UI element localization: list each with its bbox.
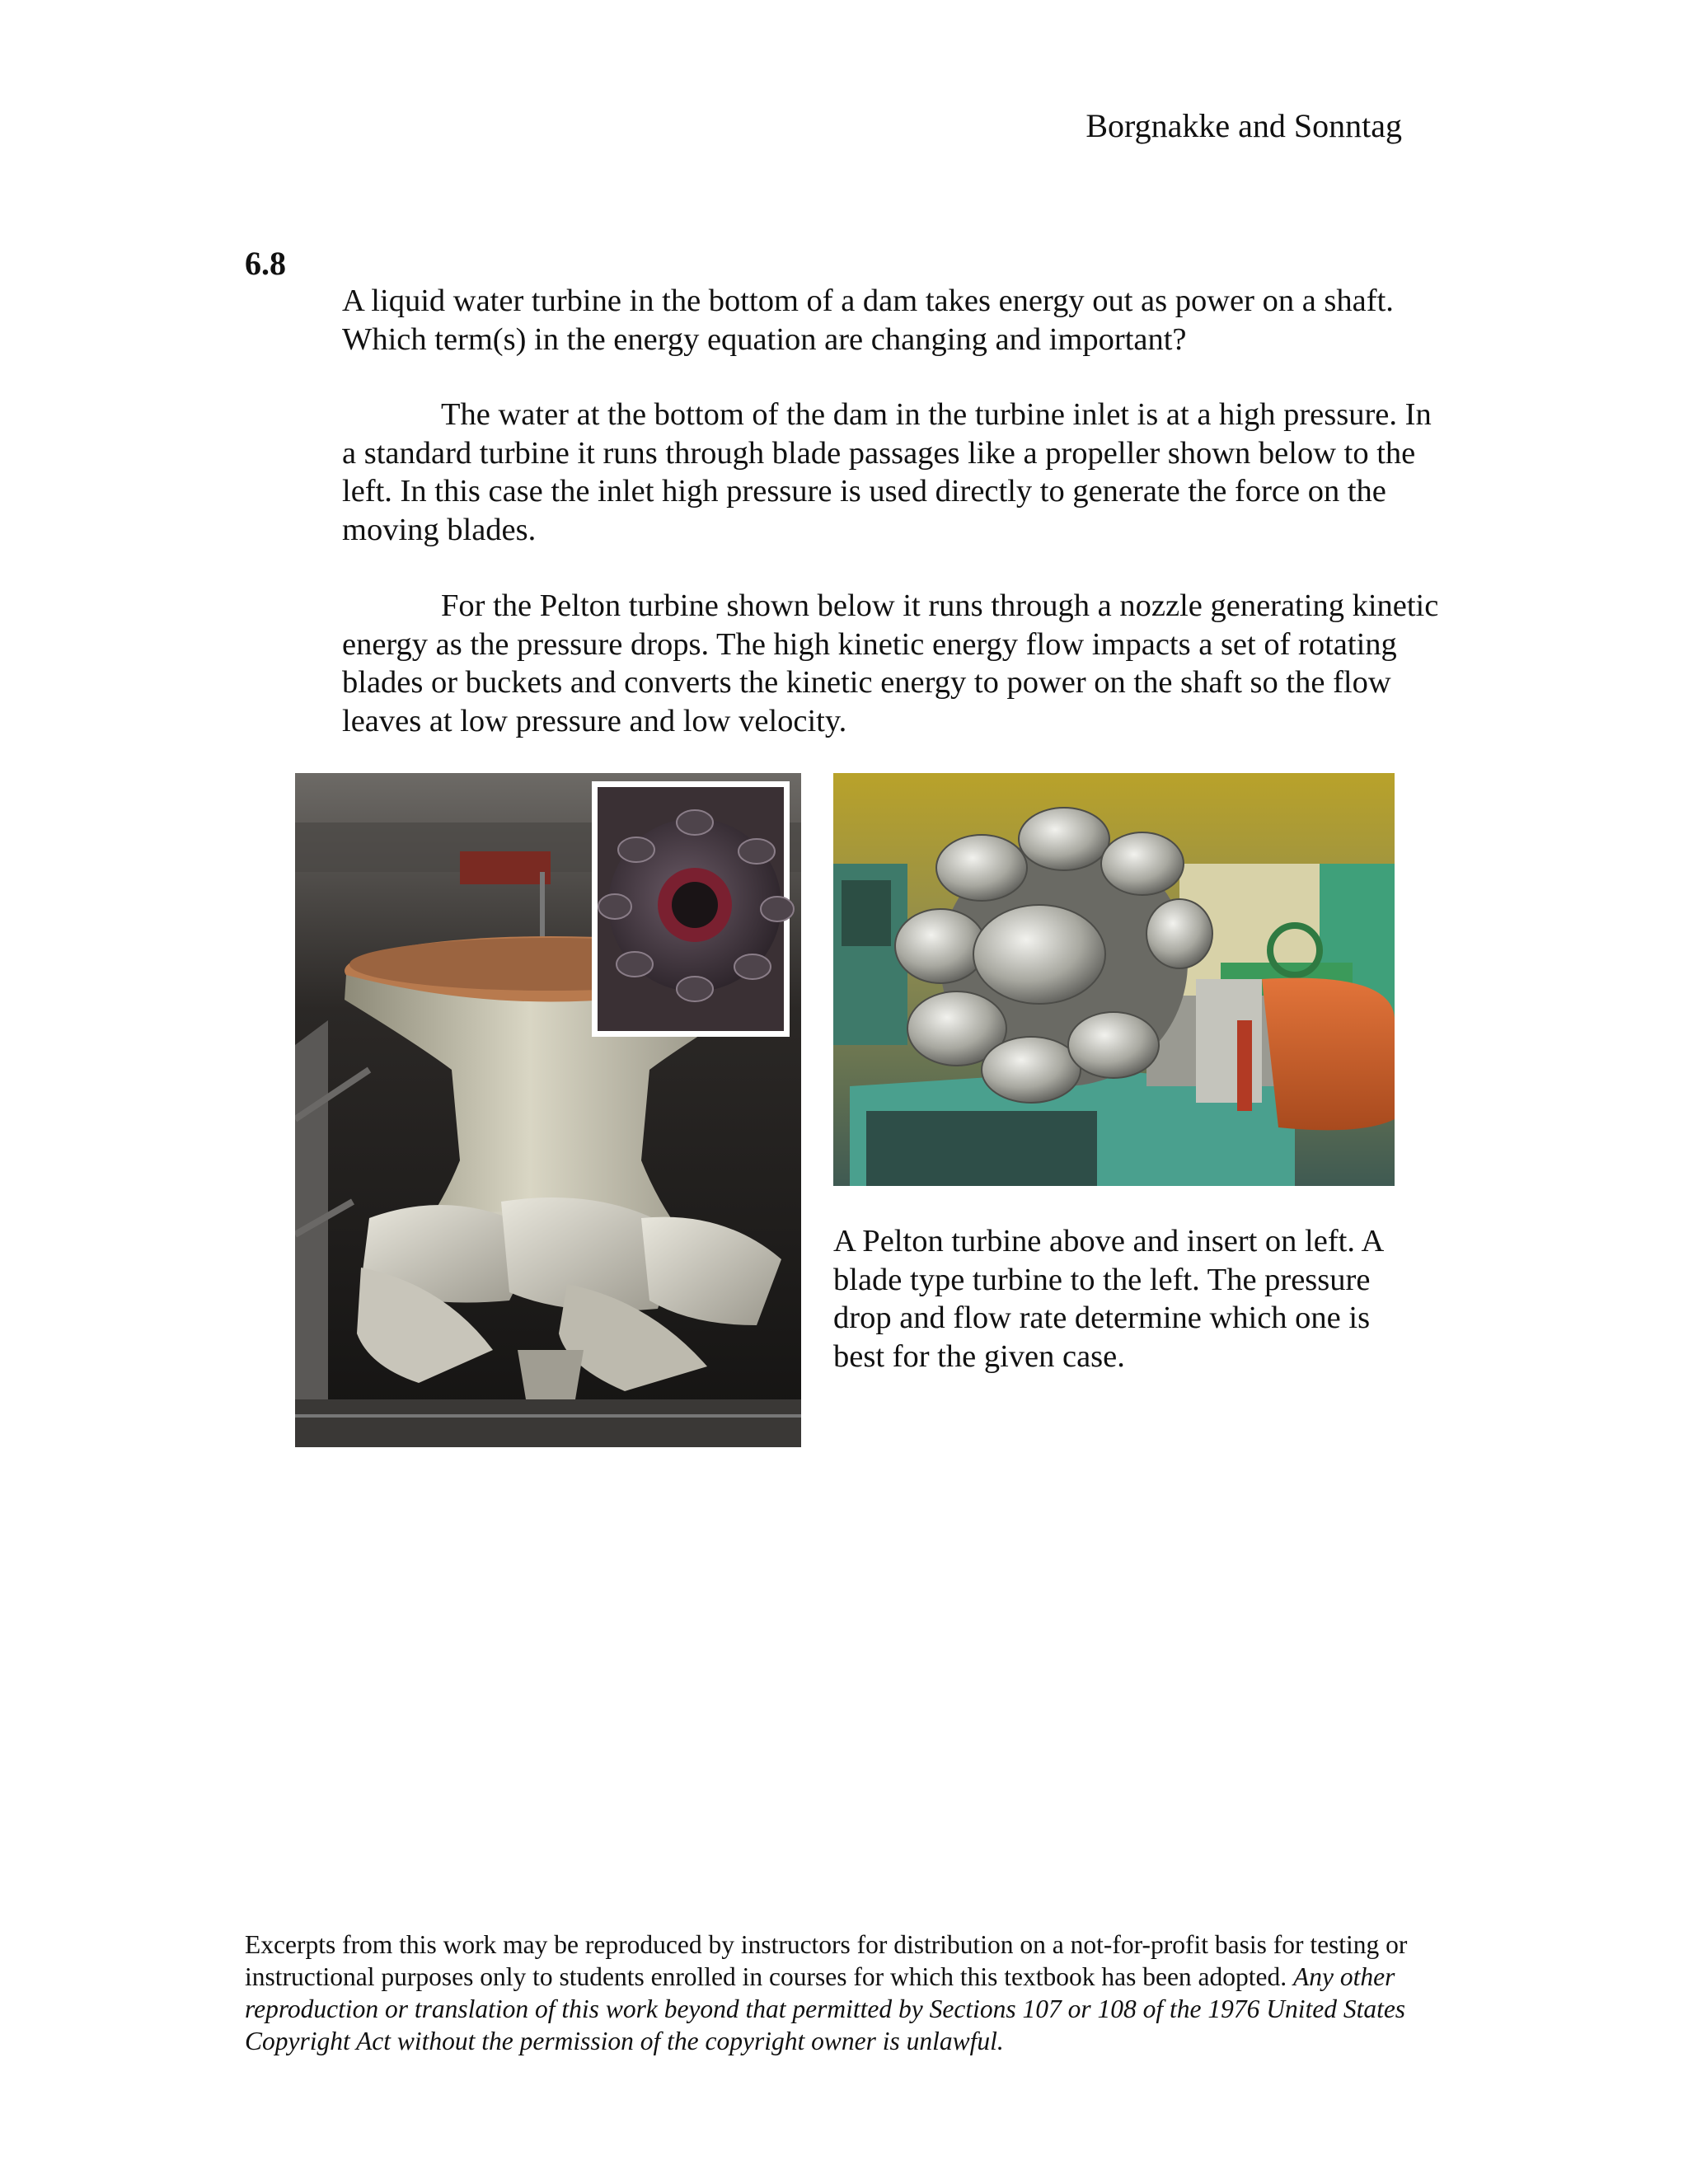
pelton-turbine-photo [833, 773, 1395, 1186]
page-header-authors: Borgnakke and Sonntag [1085, 107, 1402, 144]
answer-paragraph-2 [342, 587, 1447, 740]
problem-number: 6.8 [245, 245, 286, 282]
copyright-footer [245, 1929, 1448, 2057]
answer-paragraph-1-text: The water at the bottom of the dam in the turbine inlet is at a high pressure. In a standard turbine it runs through blade passages like a propeller shown below to the left. In this case the inlet high pressure is used directly to generate the force on the moving blades. [342, 397, 1432, 547]
answer-paragraph-1 [342, 396, 1447, 549]
figure-caption: A Pelton turbine above and insert on left. A blade type turbine to the left. The pressure drop and flow rate determine which one is best for the given case. [833, 1224, 1383, 1374]
copyright-notice-italic: Any other reproduction or translation of this work beyond that permitted by Sections 107 or 108 of the 1976 United States Copyright Act without the permission of the copyright owner is unlawful. [245, 1962, 1406, 2055]
answer-paragraph-2-text: For the Pelton turbine shown below it runs through a nozzle generating kinetic energy as the pressure drops. The high kinetic energy flow impacts a set of rotating blades or buckets and converts the kinetic energy to power on the shaft so the flow leaves at low pressure and low velocity. [342, 588, 1439, 738]
problem-question: A liquid water turbine in the bottom of a dam takes energy out as power on a shaft. Which term(s) in the energy equation are changing and important? [342, 284, 1394, 357]
pelton-turbine-illustration [833, 773, 1395, 1186]
copyright-notice: Excerpts from this work may be reproduced by instructors for distribution on a not-for-profit basis for testing or instructional purposes only to students enrolled in courses for which this textbook has been adopted. [245, 1930, 1408, 1991]
blade-turbine-photo [295, 773, 801, 1447]
blade-turbine-illustration [295, 773, 801, 1447]
